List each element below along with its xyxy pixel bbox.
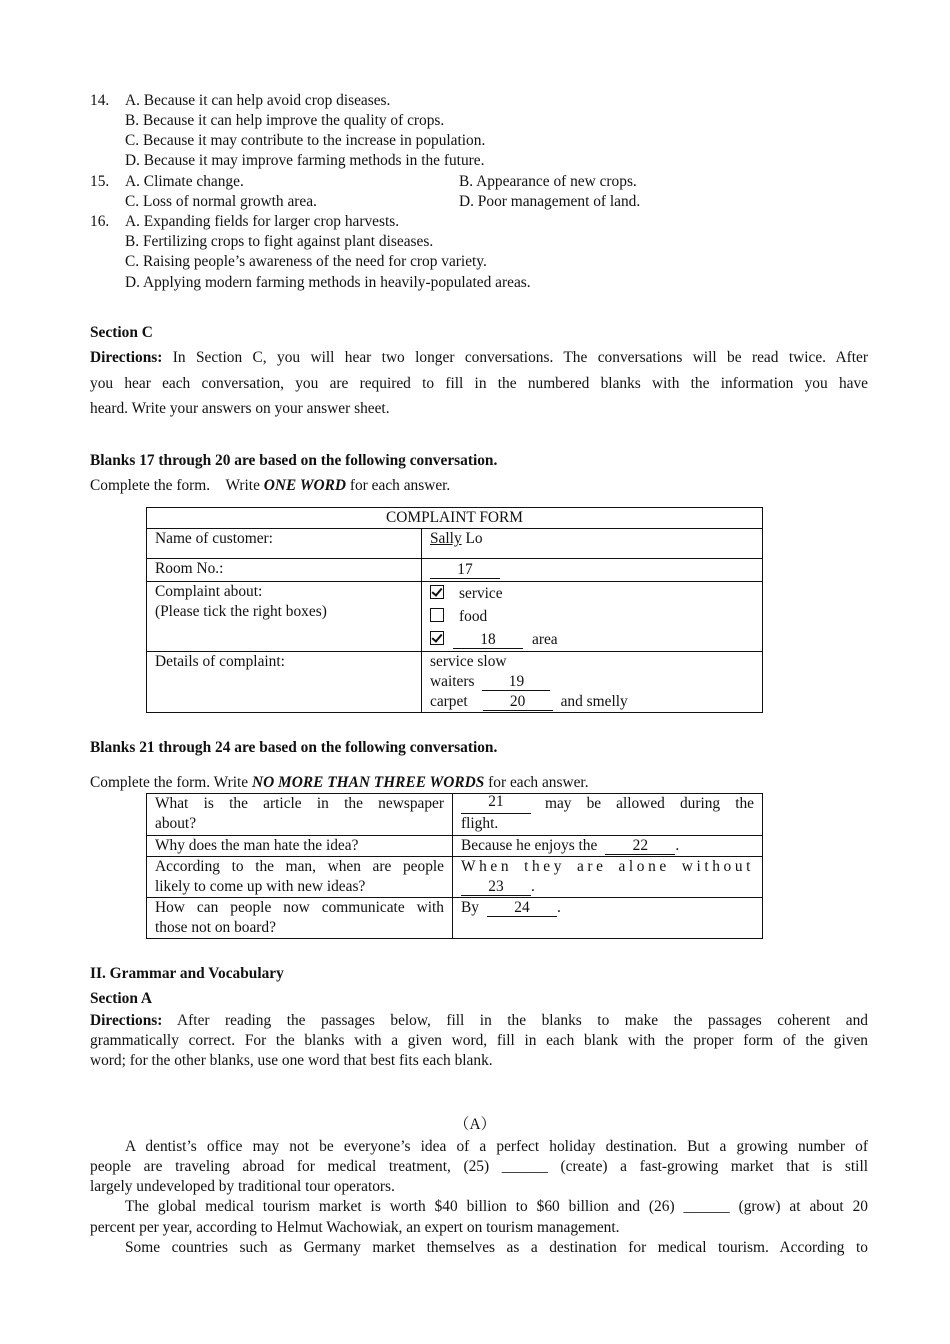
answer-cell: [453, 836, 763, 857]
answer-cell: [453, 898, 763, 939]
answer-text: may be allowed during the: [545, 795, 754, 812]
option-d: D. Applying modern farming methods in heavily-populated areas.: [125, 274, 531, 291]
answer-text: flight.: [461, 815, 499, 832]
passage-line: The global medical tourism market is worth $40 billion to $60 billion and (26) ______ (grow) at about 20: [125, 1198, 868, 1215]
option-b: B. Fertilizing crops to fight against plant diseases.: [125, 233, 434, 250]
passage-line: percent per year, according to Helmut Wachowiak, an expert on tourism management.: [90, 1219, 620, 1236]
question-cell: [147, 898, 453, 939]
form1-instruction: [90, 476, 450, 496]
table-row: [147, 857, 763, 898]
question-number: 14.: [90, 92, 110, 109]
option-food[interactable]: [430, 605, 754, 628]
checkbox-checked-icon[interactable]: [430, 631, 444, 645]
passage-line: largely undeveloped by traditional tour operators.: [90, 1178, 395, 1195]
option-label: area: [532, 631, 558, 648]
instruction-text: for each answer.: [484, 774, 589, 791]
checkbox-checked-icon[interactable]: [430, 585, 444, 599]
directions-text: In Section C, you will hear two longer conversations. The conversations will be read twice. After: [162, 349, 868, 366]
name-value: [422, 529, 763, 559]
instruction-emphasis: NO MORE THAN THREE WORDS: [251, 774, 485, 791]
table-row: [147, 836, 763, 857]
question-cell: [147, 794, 453, 836]
part2-heading: II. Grammar and Vocabulary: [90, 965, 284, 982]
question-text: those not on board?: [155, 919, 276, 936]
answer-cell: [453, 857, 763, 898]
blank-23[interactable]: 23: [461, 879, 531, 896]
question-text: What is the article in the newspaper: [155, 795, 444, 812]
details-text: waiters: [430, 673, 475, 690]
section-c-directions-line-2: you hear each conversation, you are required to fill in the numbered blanks with the information you have: [90, 375, 868, 392]
details-line: [430, 672, 754, 692]
complaint-form-table: [146, 507, 763, 713]
passage-line: A dentist’s office may not be everyone’s idea of a perfect holiday destination. But a growing number of: [125, 1138, 868, 1155]
room-label: Room No.:: [147, 559, 422, 582]
question-cell: [147, 857, 453, 898]
complaint-options: [422, 582, 763, 652]
option-d: D. Poor management of land.: [459, 193, 641, 210]
details-text: and smelly: [560, 693, 628, 710]
answer-text: When they are alone without: [461, 858, 754, 875]
question-text: According to the man, when are people: [155, 858, 444, 875]
section-c-directions-line-3: heard. Write your answers on your answer sheet.: [90, 400, 390, 417]
section-c-heading: Section C: [90, 324, 153, 341]
blank-19[interactable]: 19: [482, 674, 550, 691]
option-b: B. Appearance of new crops.: [459, 173, 637, 190]
option-a: A. Expanding fields for larger crop harvests.: [125, 213, 400, 230]
answer-text: By: [461, 899, 479, 916]
details-text: carpet: [430, 693, 468, 710]
option-c: C. Raising people’s awareness of the need for crop variety.: [125, 253, 487, 270]
question-text: about?: [155, 815, 197, 832]
blank-20[interactable]: 20: [483, 694, 553, 711]
instruction-text: Complete the form. Write: [90, 477, 264, 494]
table-row: [147, 898, 763, 939]
answer-text: .: [531, 878, 535, 895]
answer-text: Because he enjoys the: [461, 837, 598, 854]
question-text: likely to come up with new ideas?: [155, 878, 366, 895]
passage-label: （A）: [454, 1116, 496, 1133]
option-c: C. Because it may contribute to the increase in population.: [125, 132, 486, 149]
part2-section-heading: Section A: [90, 990, 152, 1007]
blank-24[interactable]: 24: [487, 900, 557, 917]
option-b: B. Because it can help improve the quality of crops.: [125, 112, 445, 129]
details-label: Details of complaint:: [147, 652, 422, 713]
answer-text: .: [675, 837, 680, 854]
name-label: Name of customer:: [147, 529, 422, 559]
blank-17[interactable]: 17: [430, 562, 500, 579]
option-label: service: [459, 585, 503, 602]
answer-line: [461, 877, 754, 897]
option-c: C. Loss of normal growth area.: [125, 193, 317, 210]
answer-cell: [453, 794, 763, 836]
question-number: 16.: [90, 213, 110, 230]
option-d: D. Because it may improve farming methods in the future.: [125, 152, 485, 169]
directions-label: Directions:: [90, 1012, 163, 1029]
blank-22[interactable]: 22: [605, 838, 675, 855]
customer-last-name: Lo: [461, 530, 483, 547]
customer-first-name: Sally: [430, 530, 462, 547]
form2-instruction: [90, 773, 589, 793]
answer-line: [461, 794, 754, 814]
option-a: A. Climate change.: [125, 173, 244, 190]
details-value: [422, 652, 763, 713]
passage-line: Some countries such as Germany market themselves as a destination for medical tourism. According to: [125, 1239, 868, 1256]
passage-line: people are traveling abroad for medical treatment, (25) ______ (create) a fast-growing market that is still: [90, 1158, 868, 1175]
tick-instruction: (Please tick the right boxes): [155, 603, 327, 620]
part2-directions-line-3: word; for the other blanks, use one word that best fits each blank.: [90, 1052, 493, 1069]
directions-label: Directions:: [90, 349, 163, 366]
option-label: food: [459, 608, 488, 625]
details-line: [430, 692, 754, 712]
blank-18[interactable]: 18: [453, 632, 523, 649]
instruction-text: for each answer.: [346, 477, 451, 494]
part2-directions-line-2: grammatically correct. For the blanks with a given word, fill in each blank with the proper form of the given: [90, 1032, 868, 1049]
table-row: [147, 794, 763, 836]
conversation-form-table: [146, 793, 763, 939]
details-line: service slow: [430, 653, 507, 670]
option-area[interactable]: [430, 628, 754, 651]
option-service[interactable]: [430, 582, 754, 605]
blank-21[interactable]: 21: [461, 794, 531, 814]
directions-text: After reading the passages below, fill in the blanks to make the passages coherent and: [162, 1012, 868, 1029]
option-a: A. Because it can help avoid crop diseases.: [125, 92, 391, 109]
question-cell: Why does the man hate the idea?: [147, 836, 453, 857]
section-c-directions-line-1: [90, 348, 868, 368]
form2-intro: Blanks 21 through 24 are based on the following conversation.: [90, 739, 498, 756]
question-number: 15.: [90, 173, 110, 190]
complaint-form-title: COMPLAINT FORM: [147, 508, 763, 529]
answer-text: .: [556, 899, 561, 916]
instruction-text: Complete the form. Write: [90, 774, 252, 791]
complaint-about-text: Complaint about:: [155, 583, 263, 600]
checkbox-empty-icon[interactable]: [430, 608, 444, 622]
room-value[interactable]: [422, 559, 763, 582]
question-text: How can people now communicate with: [155, 899, 444, 916]
form1-intro: Blanks 17 through 20 are based on the following conversation.: [90, 452, 498, 469]
complaint-about-label: [147, 582, 422, 652]
instruction-emphasis: ONE WORD: [263, 477, 347, 494]
part2-directions-line-1: [90, 1011, 868, 1031]
